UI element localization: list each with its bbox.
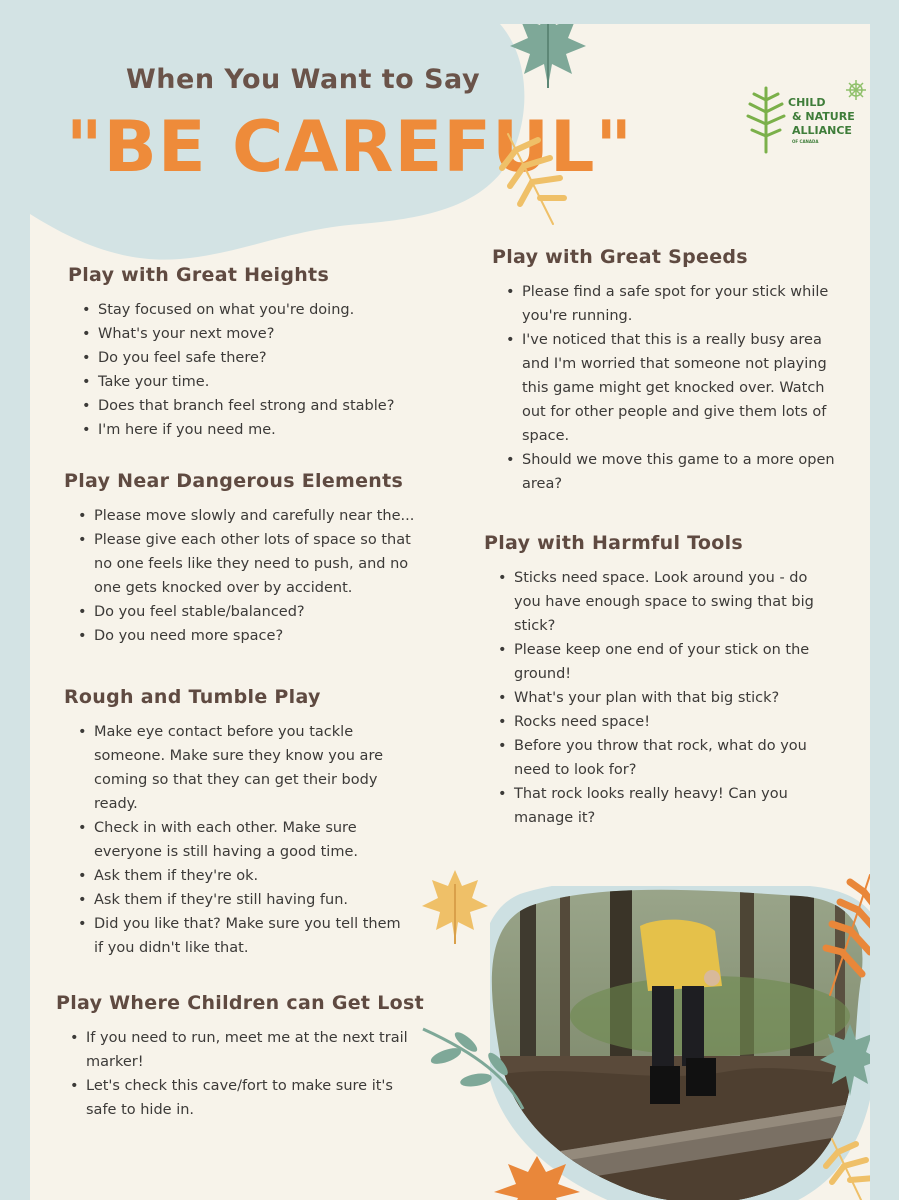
section-heading: Play with Great Speeds — [492, 246, 748, 268]
maple-leaf-icon — [420, 866, 490, 946]
list-item: • Rocks need space! — [514, 710, 836, 734]
logo-line-3: ALLIANCE — [792, 124, 852, 137]
list-item: • Ask them if they're ok. — [94, 864, 404, 888]
fern-leaf-icon — [820, 870, 870, 1000]
list-item: • Make eye contact before you tackle someone. Make sure they know you are coming so that they can get their body ready. — [94, 720, 404, 816]
section-heading: Play with Great Heights — [68, 264, 330, 286]
list-item: • Please keep one end of your stick on the ground! — [514, 638, 836, 686]
poster — [30, 24, 870, 1200]
list-item: • Sticks need space. Look around you - do you have enough space to swing that big stick? — [514, 566, 836, 638]
list-item: • Before you throw that rock, what do you need to look for? — [514, 734, 836, 782]
fern-leaf-icon — [498, 124, 568, 234]
section-dangerous-elements — [64, 470, 426, 648]
list-item: • Should we move this game to a more open area? — [522, 448, 846, 496]
bullet-list — [64, 504, 426, 648]
section-harmful-tools — [484, 532, 836, 830]
list-item: • Did you like that? Make sure you tell them if you didn't like that. — [94, 912, 404, 960]
fern-leaf-icon — [822, 1134, 870, 1200]
section-great-heights — [68, 264, 458, 442]
list-item: • Please move slowly and carefully near the... — [94, 504, 426, 528]
list-item: • Does that branch feel strong and stable? — [98, 394, 458, 418]
list-item: • I'm here if you need me. — [98, 418, 458, 442]
list-item: • Do you feel safe there? — [98, 346, 458, 370]
section-heading: Play with Harmful Tools — [484, 532, 744, 554]
subtitle: When You Want to Say — [126, 64, 481, 95]
maple-leaf-icon — [820, 1020, 870, 1100]
section-heading: Rough and Tumble Play — [64, 686, 321, 708]
list-item: • Check in with each other. Make sure everyone is still having a good time. — [94, 816, 404, 864]
section-heading: Play Where Children can Get Lost — [56, 992, 424, 1014]
list-item: • Do you feel stable/balanced? — [94, 600, 426, 624]
bullet-list — [56, 1026, 416, 1122]
bullet-list — [64, 720, 404, 960]
list-item: • If you need to run, meet me at the next trail marker! — [86, 1026, 416, 1074]
list-item: • What's your next move? — [98, 322, 458, 346]
list-item: • Please find a safe spot for your stick while you're running. — [522, 280, 846, 328]
bullet-list — [68, 298, 458, 442]
list-item: • Take your time. — [98, 370, 458, 394]
list-item: • What's your plan with that big stick? — [514, 686, 836, 710]
maple-leaf-icon — [508, 24, 588, 90]
section-get-lost — [56, 992, 424, 1122]
section-great-speeds — [492, 246, 846, 496]
logo-line-1: CHILD — [788, 96, 826, 109]
bullet-list — [484, 566, 836, 830]
bullet-list — [492, 280, 846, 496]
list-item: • I've noticed that this is a really busy area and I'm worried that someone not playing this game might get knocked over. Watch out for other people and give them lots of space. — [522, 328, 846, 448]
list-item: • Stay focused on what you're doing. — [98, 298, 458, 322]
logo-line-2: & NATURE — [792, 110, 855, 123]
list-item: • That rock looks really heavy! Can you manage it? — [514, 782, 836, 830]
logo-line-4: OF CANADA — [792, 139, 819, 144]
logo-text — [788, 96, 855, 146]
list-item: • Do you need more space? — [94, 624, 426, 648]
branch-leaf-icon — [418, 1024, 528, 1114]
maple-leaf-icon — [492, 1152, 582, 1200]
list-item: • Let's check this cave/fort to make sure it's safe to hide in. — [86, 1074, 416, 1122]
list-item: • Ask them if they're still having fun. — [94, 888, 404, 912]
page-title: "BE CAREFUL" — [66, 106, 634, 188]
list-item: • Please give each other lots of space so that no one feels like they need to push, and no one gets knocked over by accident. — [94, 528, 426, 600]
section-rough-tumble — [64, 686, 404, 960]
section-heading: Play Near Dangerous Elements — [64, 470, 404, 492]
